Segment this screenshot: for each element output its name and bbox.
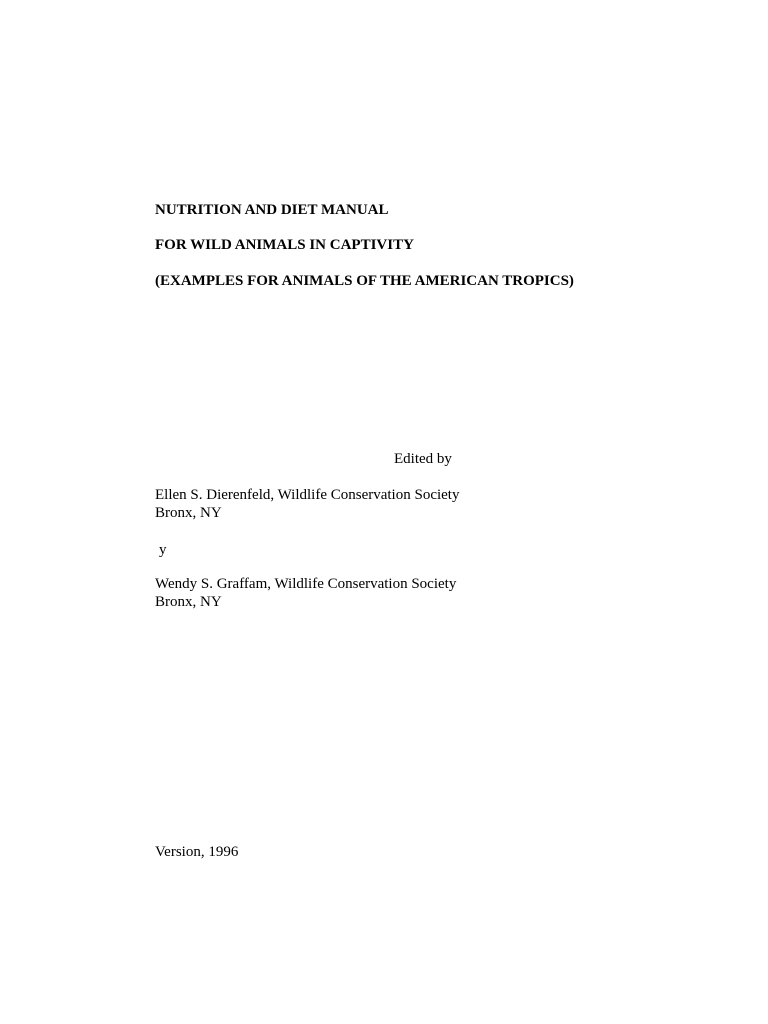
editor-2-name: Wendy S. Graffam, Wildlife Conservation Society (155, 576, 457, 592)
title-line-2: FOR WILD ANIMALS IN CAPTIVITY (155, 237, 414, 253)
title-line-1: NUTRITION AND DIET MANUAL (155, 202, 389, 218)
editor-1-location: Bronx, NY (155, 505, 222, 521)
title-line-3: (EXAMPLES FOR ANIMALS OF THE AMERICAN TROPICS) (155, 273, 574, 289)
editor-1-name: Ellen S. Dierenfeld, Wildlife Conservation Society (155, 487, 460, 503)
editor-conjunction: y (159, 542, 167, 558)
edited-by-label: Edited by (394, 451, 452, 467)
editor-2-location: Bronx, NY (155, 594, 222, 610)
version-label: Version, 1996 (155, 844, 239, 860)
